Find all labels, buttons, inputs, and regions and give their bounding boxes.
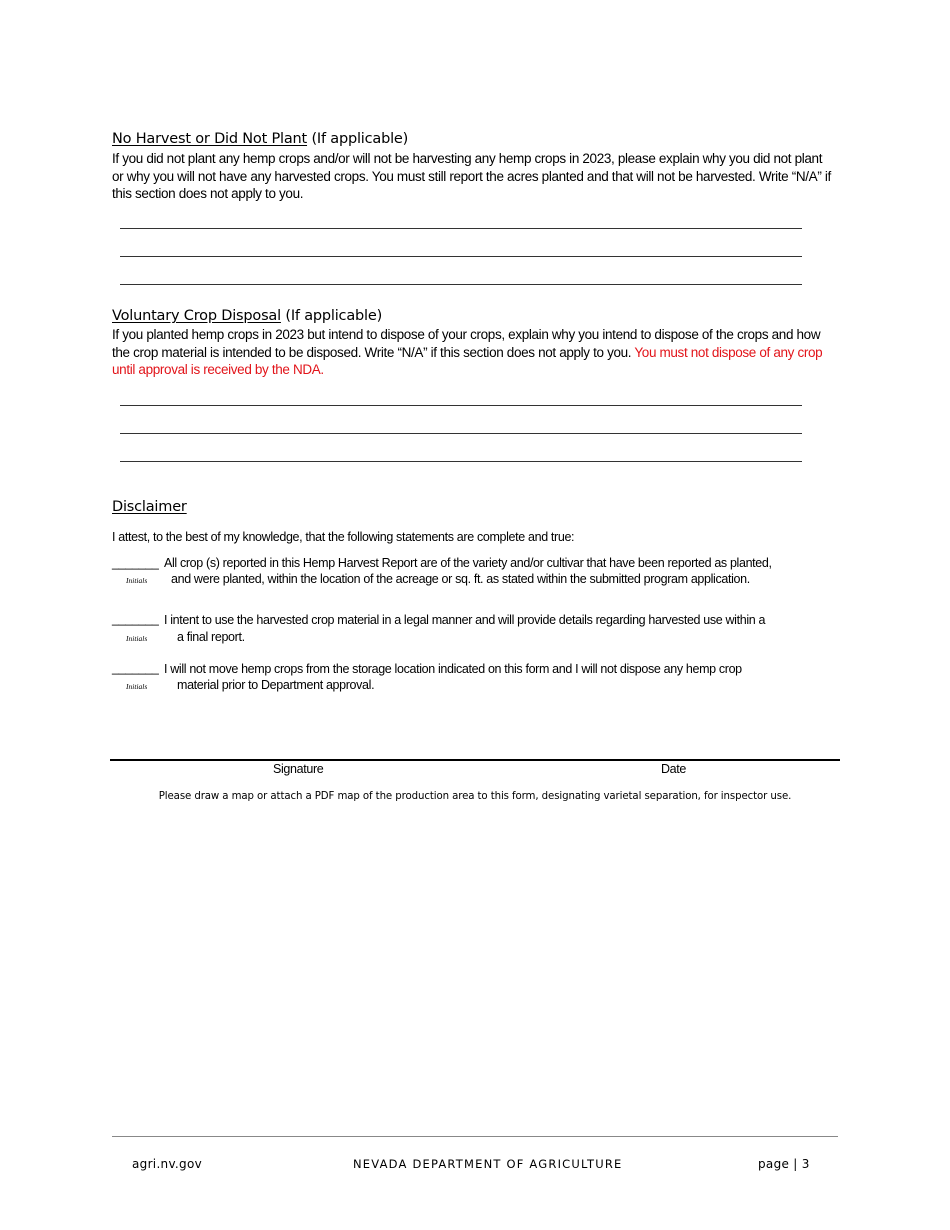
footer-website[interactable]: agri.nv.gov [132, 1157, 203, 1171]
no-harvest-title: No Harvest or Did Not Plant [112, 131, 308, 147]
footer-divider [112, 1136, 838, 1137]
no-harvest-suffix: (If applicable) [307, 131, 409, 147]
crop-disposal-heading [112, 307, 382, 325]
initials-field-2[interactable]: _______ [112, 612, 159, 626]
no-harvest-answer-line-3[interactable] [120, 284, 802, 285]
date-label: Date [661, 762, 687, 776]
disclaimer-intro: I attest, to the best of my knowledge, that the following statements are complete and true: [112, 530, 575, 544]
statement-3-line-2: material prior to Department approval. [177, 678, 375, 692]
statement-2-line-1: I intent to use the harvested crop material in a legal manner and will provide details regarding harvested use within a [164, 613, 766, 627]
crop-disposal-text: If you planted hemp crops in 2023 but intend to dispose of your crops, explain why you intend to dispose of the crops and how the crop material is intended to be disposed. Write “N/A” if this section does not apply to you. [112, 327, 821, 360]
footer-page-number: page | 3 [758, 1157, 810, 1171]
no-harvest-heading [112, 130, 408, 148]
disclaimer-title: Disclaimer [112, 499, 187, 515]
statement-2-line-2: a final report. [177, 630, 245, 644]
initials-label-1: Initials [126, 576, 148, 585]
crop-disposal-instructions [112, 326, 834, 379]
statement-3-line-1: I will not move hemp crops from the storage location indicated on this form and I will not dispose any hemp crop [164, 662, 742, 676]
no-harvest-answer-line-2[interactable] [120, 256, 802, 257]
no-harvest-answer-line-1[interactable] [120, 228, 802, 229]
no-harvest-instructions: If you did not plant any hemp crops and/or will not be harvesting any hemp crops in 2023, please explain why you did not plant or why you will not have any harvested crops. You must still report the acres planted and that will not be harvested. Write “N/A” if this section does not apply to you. [112, 151, 831, 201]
initials-label-3: Initials [126, 682, 148, 691]
crop-disposal-warning: You must not dispose of any crop until approval is received by the NDA. [112, 344, 823, 377]
crop-disposal-answer-line-3[interactable] [120, 461, 802, 462]
statement-1-line-1: All crop (s) reported in this Hemp Harvest Report are of the variety and/or cultivar that have been reported as planted, [164, 556, 772, 570]
signature-line[interactable] [110, 759, 840, 761]
crop-disposal-answer-line-1[interactable] [120, 405, 802, 406]
crop-disposal-answer-line-2[interactable] [120, 433, 802, 434]
crop-disposal-title: Voluntary Crop Disposal [112, 308, 281, 324]
signature-label: Signature [273, 762, 324, 776]
initials-field-1[interactable]: _______ [112, 556, 159, 570]
initials-label-2: Initials [126, 634, 148, 643]
crop-disposal-suffix: (If applicable) [280, 308, 383, 324]
disclaimer-heading [112, 498, 187, 516]
statement-1-line-2: and were planted, within the location of the acreage or sq. ft. as stated within the submitted program application. [171, 572, 750, 586]
initials-field-3[interactable]: _______ [112, 661, 159, 675]
footer-department: NEVADA DEPARTMENT OF AGRICULTURE [353, 1157, 623, 1171]
map-note: Please draw a map or attach a PDF map of the production area to this form, designating varietal separation, for inspector use. [158, 791, 792, 802]
